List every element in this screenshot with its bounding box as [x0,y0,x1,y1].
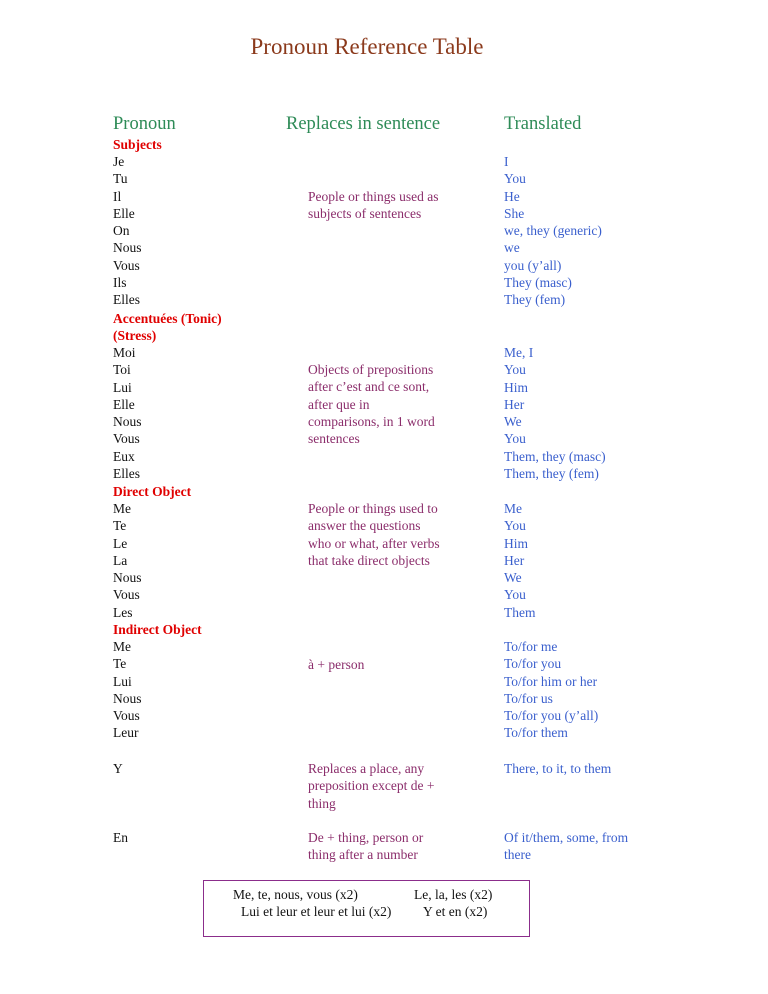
translation: To/for him or her [504,673,598,689]
translation: you (y’all) [504,257,562,273]
pronoun: Te [113,656,127,672]
pronoun: Les [113,604,133,620]
pronoun: Vous [113,257,140,273]
translation: She [504,205,525,221]
pronoun: Vous [113,431,140,447]
translation: You [504,518,526,534]
translation: You [504,587,526,603]
subjects-pronoun-list [113,153,142,309]
y-translation [504,760,611,777]
pronoun: Elles [113,292,140,308]
section-heading-tonic [113,310,222,345]
pronoun: Elles [113,466,140,482]
description-line: thing after a number [308,847,418,863]
translation: He [504,188,520,204]
description-line: People or things used as [308,189,439,204]
translation: I [504,154,509,169]
description-line: that take direct objects [308,552,430,568]
y-description [308,760,434,812]
pronoun: Tu [113,171,128,187]
section-heading-line: Accentuées (Tonic) [113,311,222,326]
translation: Her [504,396,525,412]
pronoun: Je [113,154,125,169]
section-heading-subjects: Subjects [113,137,162,152]
summary-text: Y et en (x2) [423,904,488,919]
translation: We [504,570,522,586]
indirect-translation-list [504,638,598,742]
translation: Them [504,604,536,620]
translation: we [504,240,520,256]
translation: Them, they (masc) [504,448,606,464]
description-line: sentences [308,431,360,447]
tonic-translation-list [504,344,606,482]
pronoun-en: En [113,830,128,845]
translation: To/for them [504,725,568,741]
pronoun: Leur [113,725,139,741]
pronoun: Nous [113,690,142,706]
pronoun: Ils [113,275,127,291]
section-heading-indirect-object: Indirect Object [113,622,202,637]
pronoun: Vous [113,587,140,603]
en-translation [504,829,628,864]
pronoun: Lui [113,379,132,395]
subjects-description [308,188,439,223]
description-line: De + thing, person or [308,830,424,845]
direct-translation-list [504,500,536,621]
section-heading-direct-object: Direct Object [113,484,192,499]
description-line: answer the questions [308,518,421,534]
translation: To/for me [504,639,558,654]
section-heading-line: (Stress) [113,328,157,344]
description-line: comparisons, in 1 word [308,413,435,429]
translation: They (masc) [504,275,572,291]
summary-text: Me, te, nous, vous (x2) [233,887,358,902]
summary-text: Lui et leur et leur et lui (x2) [241,904,392,919]
description-line: who or what, after verbs [308,535,440,551]
description-line: à + person [308,657,365,672]
page-title: Pronoun Reference Table [250,34,484,59]
translation: Me, I [504,345,534,360]
direct-pronoun-list [113,500,142,621]
translation: Them, they (fem) [504,466,599,482]
pronoun: Elle [113,205,135,221]
indirect-pronoun-list [113,638,142,742]
description-line: after c’est and ce sont, [308,379,430,395]
pronoun: Lui [113,673,132,689]
description-line: after que in [308,396,370,412]
translation: Me [504,501,522,516]
pronoun: Nous [113,414,142,430]
pronoun: On [113,223,130,239]
description-line: thing [308,795,336,811]
translation: we, they (generic) [504,223,602,239]
column-header-translated: Translated [504,114,582,134]
translation: To/for you [504,656,562,672]
pronoun: Il [113,188,122,204]
translation: To/for us [504,690,553,706]
pronoun-y: Y [113,761,123,776]
indirect-description [308,656,364,673]
translation: Her [504,552,525,568]
direct-description [308,500,440,569]
pronoun: Le [113,535,128,551]
subjects-translation-list [504,153,602,309]
translation: Him [504,535,529,551]
description-line: subjects of sentences [308,206,422,222]
translation: You [504,362,526,378]
translation: To/for you (y’all) [504,708,599,724]
pronoun: Me [113,639,131,654]
translation: They (fem) [504,292,566,308]
pronoun: Me [113,501,131,516]
translation: We [504,414,522,430]
description-line: Replaces a place, any [308,761,425,776]
summary-box [203,880,530,937]
description-line: Objects of prepositions [308,362,434,377]
column-header-pronoun: Pronoun [113,114,176,134]
tonic-pronoun-list [113,344,142,482]
pronoun: Toi [113,362,131,378]
tonic-description [308,361,435,447]
pronoun: Moi [113,345,136,360]
translation: There, to it, to them [504,761,612,776]
pronoun: Eux [113,448,135,464]
pronoun: Vous [113,708,140,724]
pronoun: Elle [113,396,135,412]
translation: Him [504,379,529,395]
translation: Of it/them, some, from [504,830,629,845]
translation: You [504,431,526,447]
translation: there [504,847,531,863]
en-description [308,829,423,864]
pronoun: Nous [113,240,142,256]
translation: You [504,171,526,187]
description-line: People or things used to [308,501,438,516]
pronoun: Te [113,518,127,534]
summary-text: Le, la, les (x2) [414,887,493,902]
pronoun: La [113,552,128,568]
column-header-replaces: Replaces in sentence [286,114,441,134]
pronoun: Nous [113,570,142,586]
description-line: preposition except de + [308,778,435,794]
